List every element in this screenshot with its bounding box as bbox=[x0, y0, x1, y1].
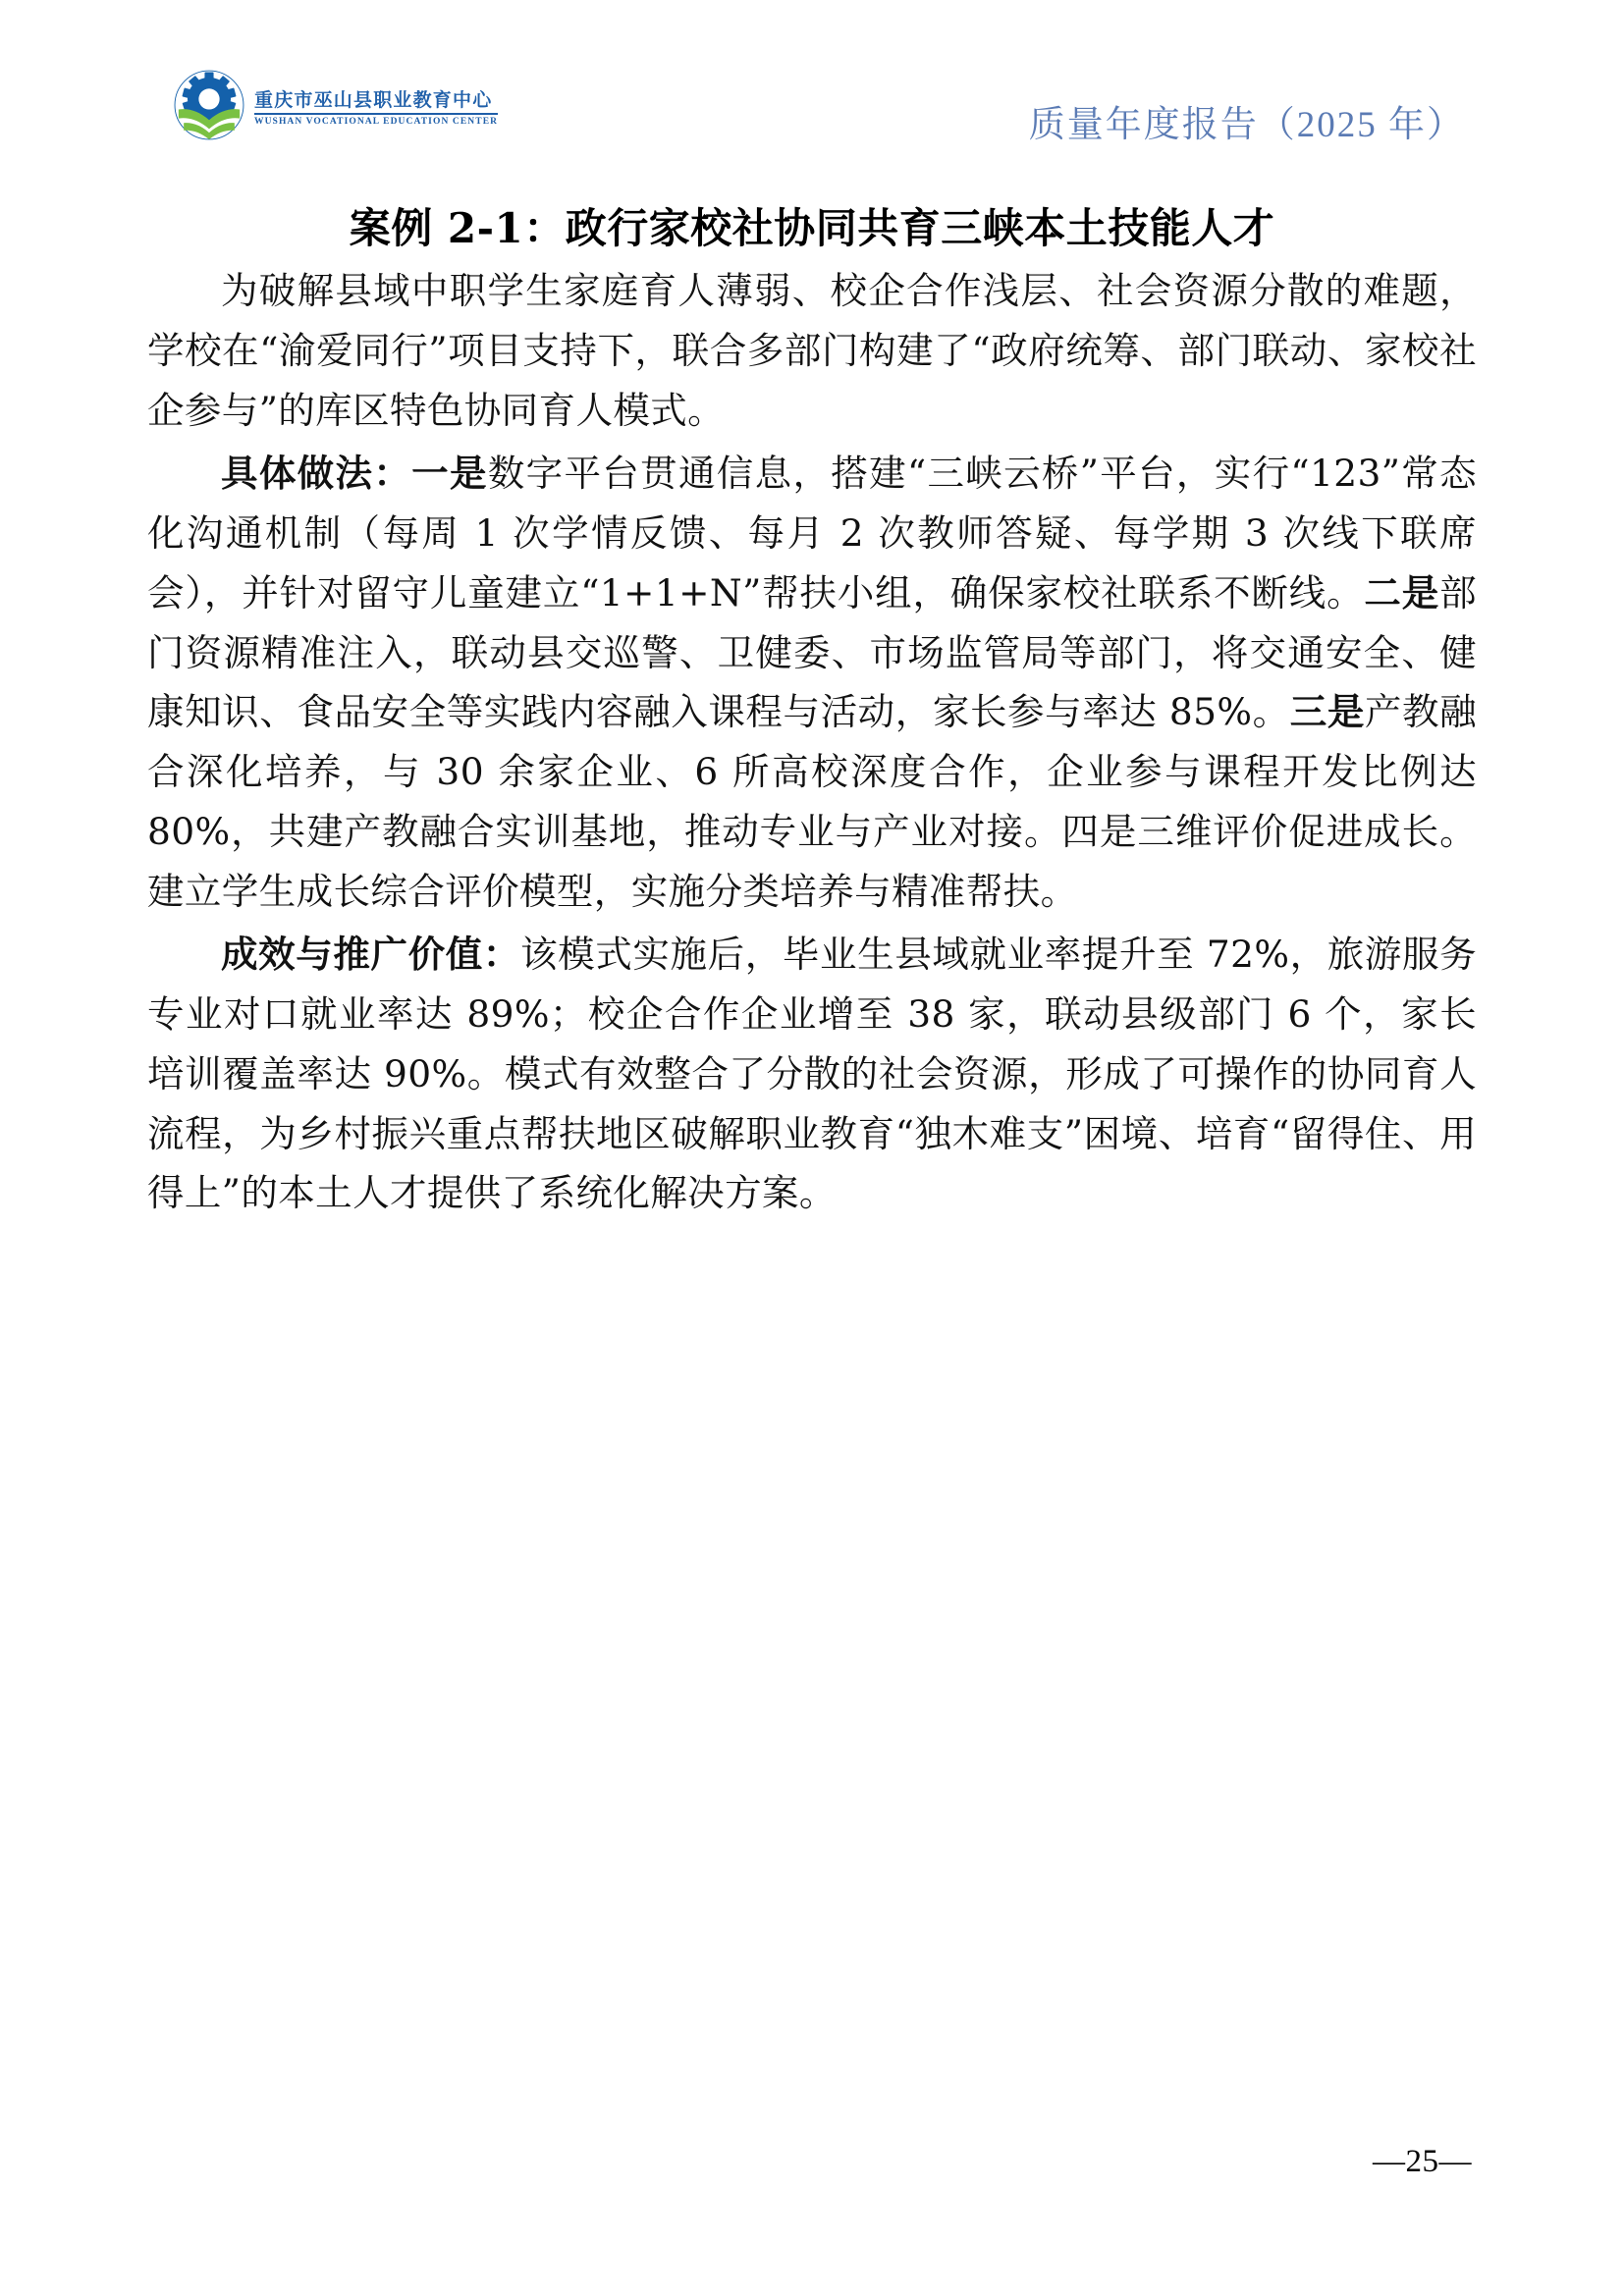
case-heading: 案例 2-1：政行家校社协同共育三峡本土技能人才 bbox=[349, 204, 1275, 252]
paragraph-text: 为破解县域中职学生家庭育人薄弱、校企合作浅层、社会资源分散的难题，学校在“渝爱同行”项目支持下，联合多部门构建了“政府统筹、部门联动、家校社企参与”的库区特色协同育人模式。 bbox=[147, 269, 1477, 432]
body-paragraphs bbox=[147, 261, 1477, 1223]
paragraph-background bbox=[147, 261, 1477, 440]
school-name-en: WUSHAN VOCATIONAL EDUCATION CENTER bbox=[254, 116, 499, 127]
report-title: 质量年度报告（2025 年） bbox=[1028, 105, 1465, 145]
paragraph-text: 数字平台贯通信息，搭建“三峡云桥”平台，实行“123”常态化沟通机制（每周 1 次学情反馈、每月 2 次教师答疑、每学期 3 次线下联席会），并针对留守儿童建立“1+1+N”帮扶小组，确保家校社联系不断线。 bbox=[147, 452, 1477, 614]
paragraph-results bbox=[147, 925, 1477, 1223]
school-logo bbox=[172, 67, 498, 143]
paragraph-lead-in: 二是 bbox=[1364, 570, 1440, 614]
page-header bbox=[0, 0, 1624, 182]
paragraph-methods bbox=[147, 444, 1477, 921]
paragraph-lead-in: 三是 bbox=[1289, 690, 1365, 734]
paragraph-text: 产教融合深化培养，与 30 余家企业、6 所高校深度合作，企业参与课程开发比例达 80%，共建产教融合实训基地，推动专业与产业对接。四是三维评价促进成长。建立学生成长综合评价模型，实施分类培养与精准帮扶。 bbox=[147, 690, 1477, 913]
school-logo-text bbox=[254, 83, 498, 127]
page-footer bbox=[0, 2100, 1624, 2296]
school-name-cn: 重庆市巫山县职业教育中心 bbox=[254, 89, 493, 112]
paragraph-lead-in: 成效与推广价值： bbox=[221, 933, 521, 977]
page-number: —25— bbox=[1373, 2144, 1472, 2179]
gear-book-emblem-icon bbox=[172, 68, 246, 142]
paragraph-text: 该模式实施后，毕业生县域就业率提升至 72%，旅游服务专业对口就业率达 89%；校企合作企业增至 38 家，联动县级部门 6 个，家长培训覆盖率达 90%。模式有效整合了分散的社会资源，形成了可操作的协同育人流程，为乡村振兴重点帮扶地区破解职业教育“独木难支”困境、培育“留得住、用得上”的本土人才提供了系统化解决方案。 bbox=[147, 933, 1477, 1215]
paragraph-text: 部门资源精准注入，联动县交巡警、卫健委、市场监管局等部门，将交通安全、健康知识、食品安全等实践内容融入课程与活动，家长参与率达 85%。 bbox=[147, 570, 1477, 734]
page-content bbox=[147, 182, 1477, 1223]
paragraph-lead-in: 具体做法：一是 bbox=[221, 452, 488, 496]
logo-divider bbox=[254, 113, 498, 115]
